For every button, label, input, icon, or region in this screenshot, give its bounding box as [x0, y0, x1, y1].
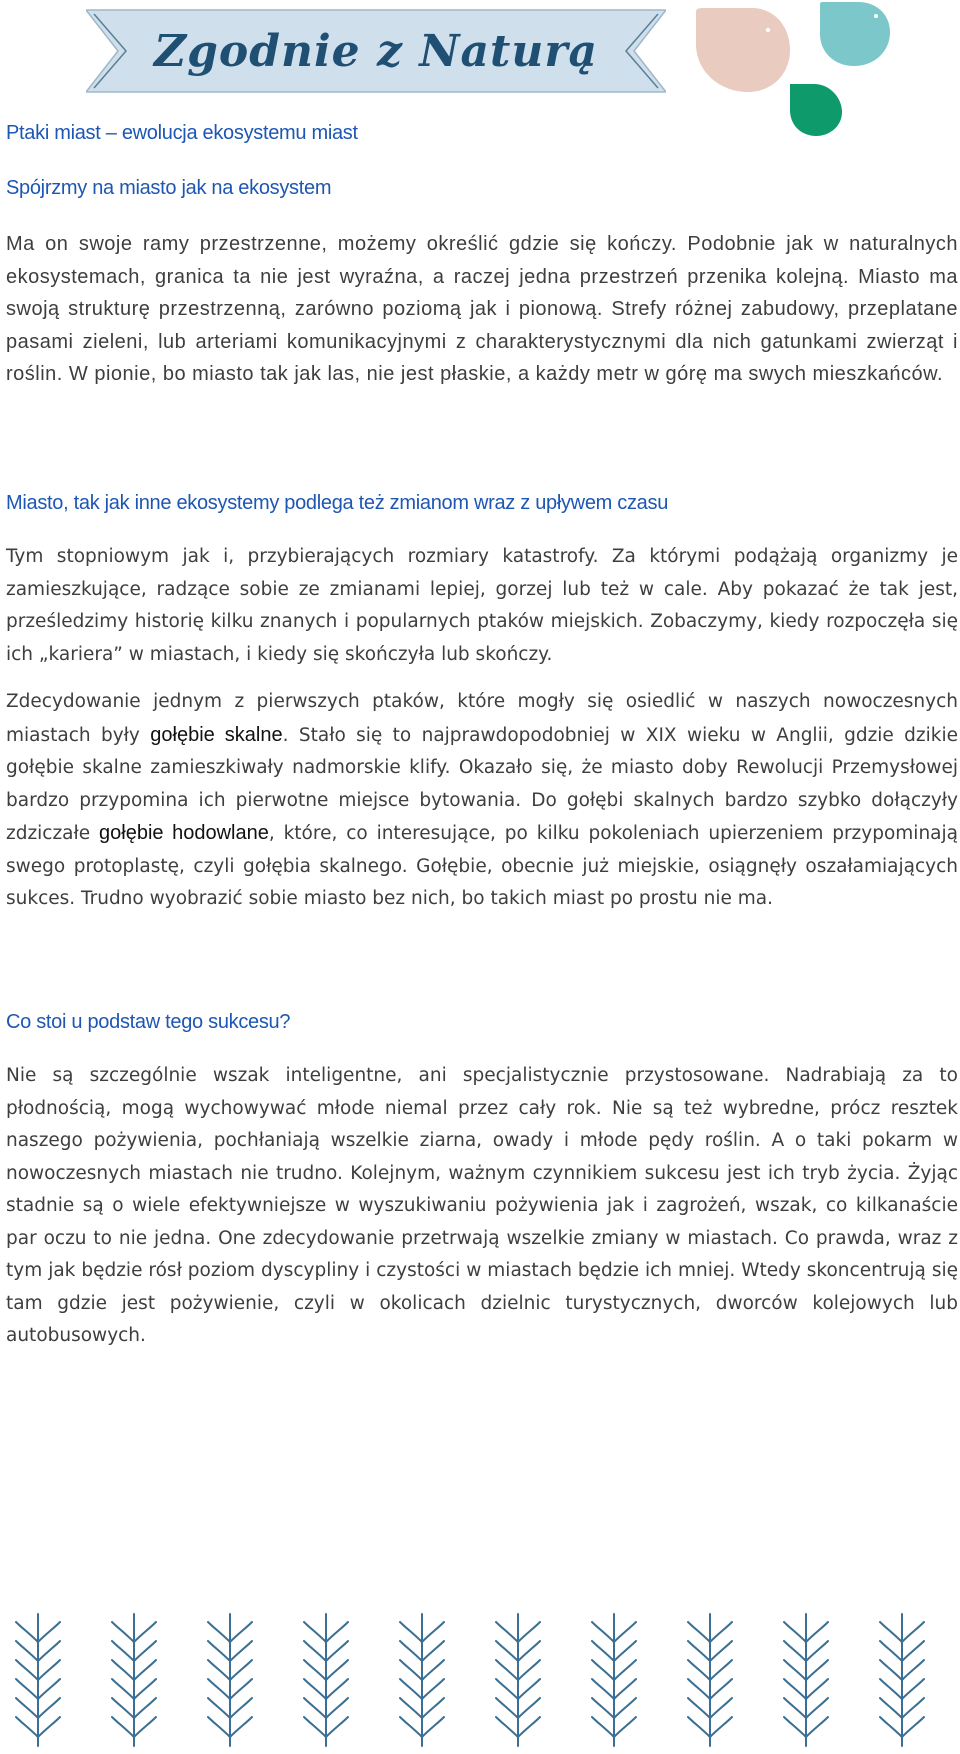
paragraph-text: Strefy różnej zabudowy, przeplatane pasami zieleni, lub arteriami komunikacyjnymi z charakterystycznymi dla nich gatunkami zwierząt i roślin.: [6, 298, 959, 385]
leaves-logo-icon: [690, 0, 910, 140]
wheat-ornament-icon: [688, 1614, 732, 1746]
section-paragraph-ecosystem: [6, 228, 958, 391]
wheat-ornament-icon: [304, 1614, 348, 1746]
section-paragraph-success: Nie są szczególnie wszak inteligentne, ani specjalistycznie przystosowane. Nadrabiają za to płodnością, mogą wychowywać młode niemal przez cały rok. Nie są też wybredne, prócz resztek naszego pożywienia, pochłaniają wszelkie ziarna, owady i młode pędy roślin. A o taki pokarm w nowoczesnych miastach nie trudno. Kolejnym, ważnym czynnikiem sukcesu jest ich tryb życia. Żyjąc stadnie są o wiele efektywniejsze w wyszukiwaniu pożywienia jak i zagrożeń, wszak, co kilkanaście par oczu to nie jedna. One zdecydowanie przetrwają wszelkie zmiany w miastach. Co prawda, wraz z tym jak będzie rósł poziom dyscypliny i czystości w miastach będzie ich mniej. Wtedy skoncentrują się tam gdzie jest pożywienie, czyli w okolicach dzielnic turystycznych, dworców kolejowych lub autobusowych.: [6, 1065, 958, 1346]
paragraph-text: Zdecydowanie jednym z pierwszych ptaków, które mogły się osiedlić w naszych nowoczesnych miastach były: [6, 691, 958, 746]
section-heading-change: Miasto, tak jak inne ekosystemy podlega też zmianom wraz z upływem czasu: [6, 492, 669, 514]
wheat-ornament-icon: [112, 1614, 156, 1746]
paragraph-text: . Stało się to najprawdopodobniej w XIX wieku w Anglii, gdzie dzikie gołębie skalne zamieszkiwały nadmorskie klify. Okazało się, że miasto doby Rewolucji Przemysłowej bardzo przypomina ich pierwotne miejsce bytowania. Do gołębi skalnych bardzo szybko dołączyły zdziczałe: [6, 724, 959, 844]
article-title: Ptaki miast – ewolucja ekosystemu miast: [6, 122, 358, 144]
wheat-ornament-icon: [592, 1614, 636, 1746]
wheat-ornament-icon: [496, 1614, 540, 1746]
wheat-ornament-icon: [400, 1614, 444, 1746]
section-paragraph-pigeons: [6, 686, 958, 916]
wheat-ornament-icon: [784, 1614, 828, 1746]
wheat-ornament-icon: [880, 1614, 924, 1746]
wheat-ornament-icon: [16, 1614, 60, 1746]
paragraph-text: , które, co interesujące, po kilku pokoleniach upierzeniem przypominają swego protoplastę, czyli gołębia skalnego. Gołębie, obecnie już miejskie, osiągnęły oszałamiających sukces. Trudno wyobrazić sobie miasto bez nich, bo takich miast po prostu nie ma.: [6, 823, 958, 909]
banner-title: Zgodnie z Naturą: [153, 25, 599, 77]
wheat-ornament-row: [0, 1608, 960, 1750]
footer-ornaments: [0, 1608, 960, 1750]
header-banner: [86, 8, 666, 94]
paragraph-text: Ma on swoje ramy przestrzenne, możemy określić gdzie się kończy. Podobnie jak w naturalnych ekosystemach, granica ta nie jest wyraźna, a raczej jedna przestrzeń przenika kolejną. Miasto ma swoją strukturę przestrzenną, zarówno poziomą jak i pionową.: [6, 233, 958, 320]
term-rock-pigeons: gołębie skalne: [150, 723, 283, 746]
paragraph-text: W pionie, bo miasto tak jak las, nie jest płaskie, a każdy metr w górę ma swych mieszkańców.: [68, 363, 944, 385]
section-heading-ecosystem: Spójrzmy na miasto jak na ekosystem: [6, 177, 332, 199]
term-domestic-pigeons: gołębie hodowlane: [99, 822, 269, 844]
section-paragraph-change: Tym stopniowym jak i, przybierających rozmiary katastrofy. Za którymi podążają organizmy je zamieszkujące, radzące sobie ze zmianami lepiej, gorzej lub też w cale. Aby pokazać że tak jest, prześledzimy historię kilku znanych i popularnych ptaków miejskich. Zobaczymy, kiedy rozpoczęła się ich „kariera” w miastach, i kiedy się skończyła lub skończy.: [6, 546, 958, 665]
section-heading-success: Co stoi u podstaw tego sukcesu?: [6, 1011, 291, 1033]
wheat-ornament-icon: [208, 1614, 252, 1746]
